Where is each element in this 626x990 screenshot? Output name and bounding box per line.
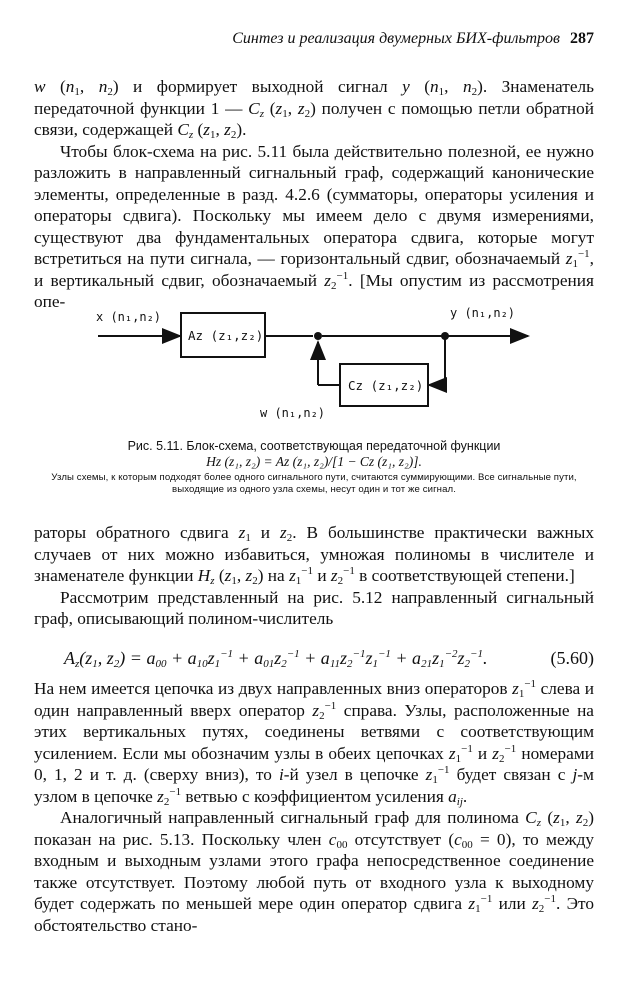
forward-block-label: Az (z₁,z₂) [188,328,264,343]
equation-body: $A_z(z_1$, $z_2) = a_{00} + a_{10}z_1^{-1} + a_{01}z_2^{-1} + a_{11}z_2^{-1}z_1^{-1} + a_{21}z_1^{-2}z_2^{-1}$. [64,648,488,670]
caption-line-1: Рис. 5.11. Блок-схема, соответствующая передаточной функции [127,439,501,453]
output-label: y (n₁,n₂) [450,306,516,320]
running-header [200,30,594,48]
paragraph: Рассмотрим представленный на рис. 5.12 направленный сигнальный граф, описывающий полином-числитель [34,587,594,628]
equation-number: (5.60) [550,648,594,668]
paragraph: На нем имеется цепочка из двух направленных вниз операторов $z_1^{-1}$ слева и один направленный вверх оператор $z_2^{-1}$ справа. Узлы, расположенные на этих вертикальных путях, соединены ветвями с соответствующим усилением. Если мы обозначим узлы в обеих цепочках $z_1^{-1}$ и $z_2^{-1}$ номерами 0, 1, 2 и т. д. (сверху вниз), то i-й узел в цепочке $z_1^{-1}$ будет связан с j-м узлом в цепочке $z_2^{-1}$ ветвью с коэффициентом усиления $a_{ij}$. [34,678,595,808]
intermediate-label: w (n₁,n₂) [260,406,326,420]
text-block-top [34,76,594,313]
paragraph: w ($n_1$, $n_2$) и формирует выходной сигнал y ($n_1$, $n_2$). Знаменатель передаточной функции 1 — $C_z$ ($z_1$, $z_2$) получен с помощью петли обратной связи, содержащей $C_z$ ($z_1$, $z_2$). [34,77,595,141]
text-block-bottom [34,678,594,936]
text-block-middle [34,522,594,630]
input-label: x (n₁,n₂) [96,310,162,324]
paragraph: Чтобы блок-схема на рис. 5.11 была действительно полезной, ее нужно разложить в направленный сигнальный граф, содержащий канонические элементы, определенные в разд. 4.2.6 (сумматоры, операторы усиления и операторы сдвига). Поскольку мы имеем дело с двумя измерениями, существуют два фундаментальных оператора сдвига, которые могут встретиться на пути сигнала, — горизонтальный сдвиг, обозначаемый $z_1^{-1}$, и вертикальный сдвиг, обозначаемый $z_2^{-1}$. [Мы опустим из рассмотрения опе- [34,141,594,311]
figure-caption [34,438,594,470]
page-number: 287 [570,30,594,47]
paragraph: Аналогичный направленный сигнальный граф для полинома $C_z$ ($z_1$, $z_2$) показан на рис. 5.13. Поскольку член $c_{00}$ отсутствует $(c_{00} = 0)$, то между входным и выходным узлами этого графа непосредственное соединение также отсутствует. Поэтому любой путь от входного узла к выходному будет содержать по меньшей мере один оператор сдвига $z_1^{-1}$ или $z_2^{-1}$. Это обстоятельство стано- [34,808,595,935]
summing-node [314,332,322,340]
caption-line-2: Hz (z₁, z₂) = Az (z₁, z₂)/[1 − Cz (z₁, z₂)]. [206,454,422,469]
figure-note: Узлы схемы, к которым подходят более одного сигнального пути, считаются суммирующими. Все сигнальные пути, выходящие из одного узла схемы, несут один и тот же сигнал. [51,472,577,495]
equation-5-60 [64,648,594,669]
feedback-block-label: Cz (z₁,z₂) [348,378,424,393]
running-title: Синтез и реализация двумерных БИХ-фильтров [232,30,560,47]
block-diagram [88,300,548,428]
paragraph: раторы обратного сдвига $z_1$ и $z_2$. В большинстве практически важных случаев от них можно избавиться, умножая полиномы в числителе и знаменателе функции $H_z$ ($z_1$, $z_2$) на $z_1^{-1}$ и $z_2^{-1}$ в соответствующей степени.] [34,523,594,587]
